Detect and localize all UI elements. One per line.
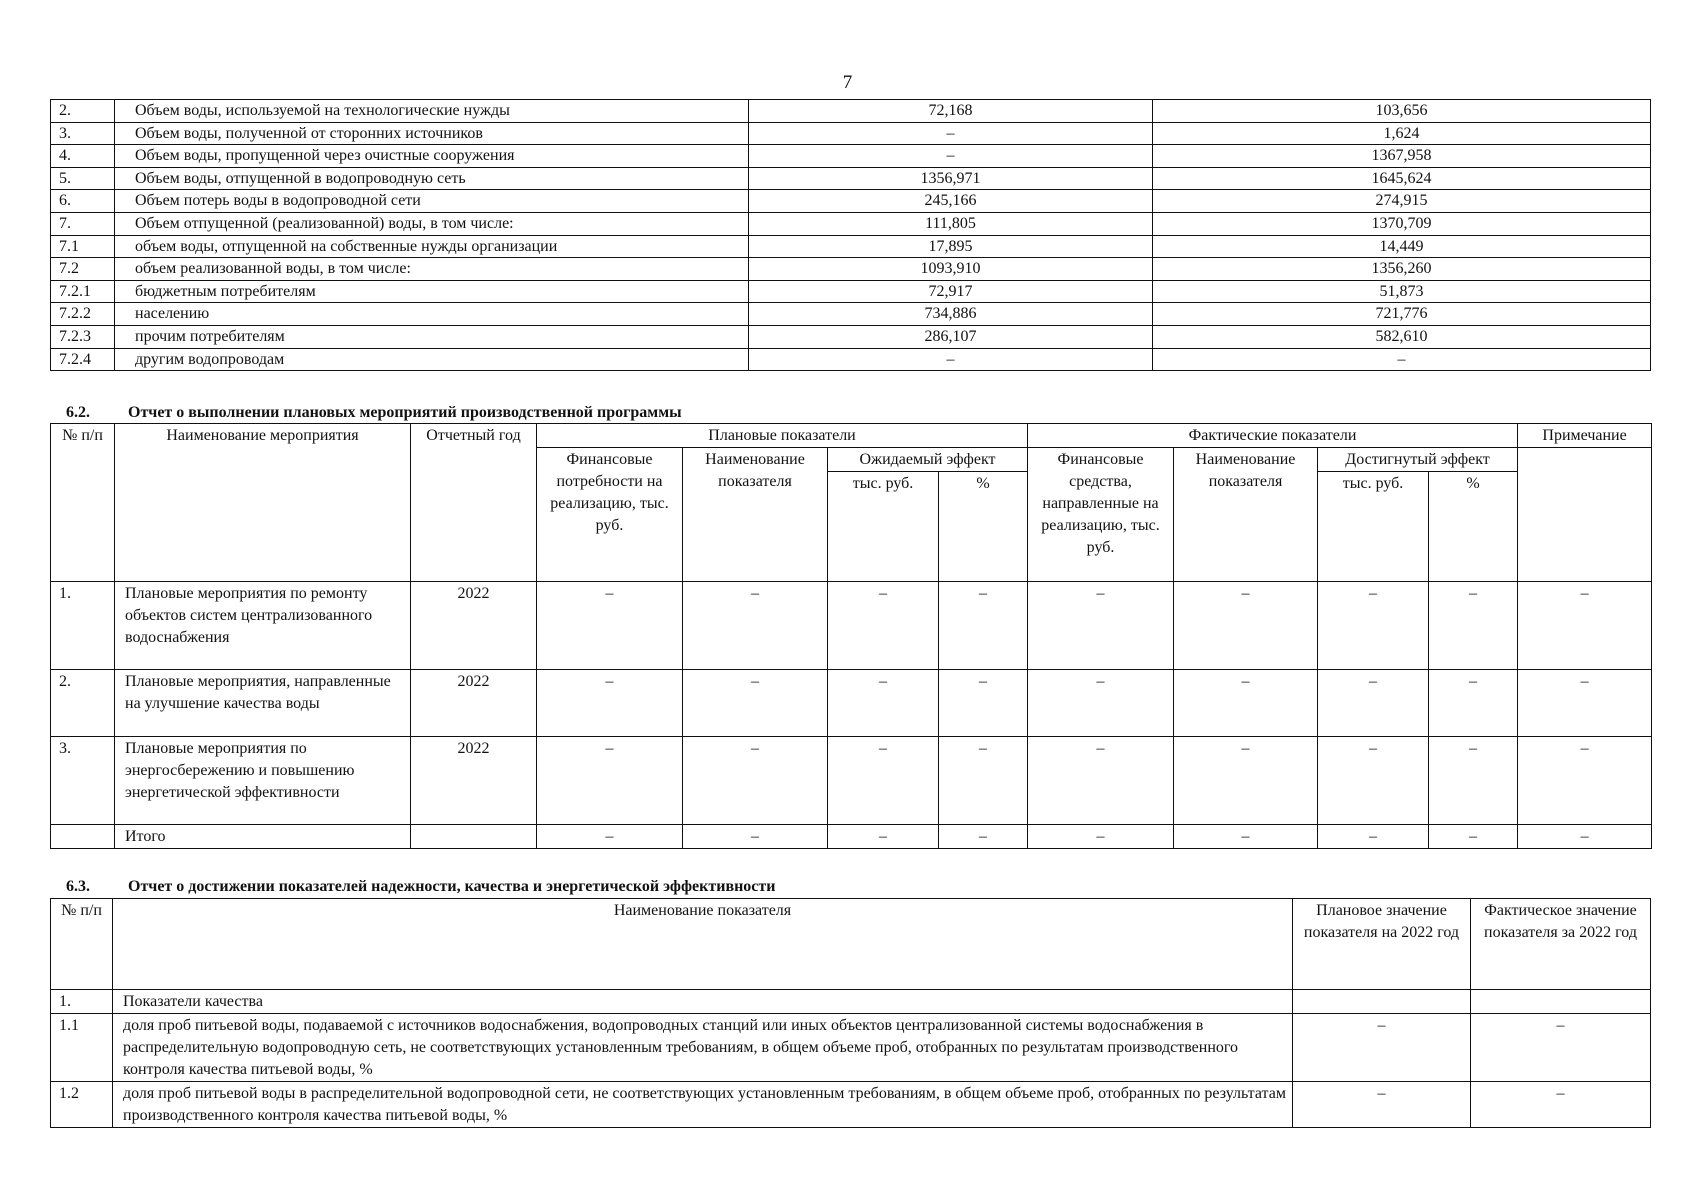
dash-cell: – [1028, 825, 1174, 849]
dash-cell: – [1318, 737, 1429, 825]
value-2: 1367,958 [1153, 145, 1651, 168]
dash-cell: – [683, 737, 828, 825]
table-row [51, 303, 1651, 326]
value-2: 51,873 [1153, 280, 1651, 303]
row-name: прочим потребителям [115, 325, 749, 348]
dash-cell: – [537, 582, 683, 670]
table-row [51, 325, 1651, 348]
dash-cell: – [1429, 670, 1518, 737]
row-name: Объем воды, полученной от сторонних источников [115, 122, 749, 145]
value-1: – [749, 348, 1153, 371]
dash-cell: – [537, 825, 683, 849]
row-name: населению [115, 303, 749, 326]
plan-value [1293, 990, 1471, 1014]
header-actual-indicator: Наименование показателя [1174, 448, 1318, 582]
row-number: 1. [51, 990, 113, 1014]
report-year: 2022 [411, 737, 537, 825]
header-plan-indicator: Наименование показателя [683, 448, 828, 582]
row-name: Объем воды, отпущенной в водопроводную сеть [115, 167, 749, 190]
fact-value [1471, 990, 1651, 1014]
dash-cell: – [828, 582, 939, 670]
table-row [51, 670, 1652, 737]
dash-cell: – [1174, 825, 1318, 849]
measure-name: Плановые мероприятия по ремонту объектов систем централизованного водоснабжения [115, 582, 411, 670]
row-name: Объем потерь воды в водопроводной сети [115, 190, 749, 213]
header-plan-thous: тыс. руб. [828, 472, 939, 582]
dash-cell: – [1429, 582, 1518, 670]
value-2: 103,656 [1153, 100, 1651, 123]
dash-cell: – [1518, 825, 1652, 849]
header-year: Отчетный год [411, 424, 537, 582]
value-1: 734,886 [749, 303, 1153, 326]
row-number: 7. [51, 212, 115, 235]
table-row [51, 145, 1651, 168]
measure-name: Плановые мероприятия по энергосбережению и повышению энергетической эффективности [115, 737, 411, 825]
table-row [51, 122, 1651, 145]
value-2: 1645,624 [1153, 167, 1651, 190]
section-number: 6.3. [66, 878, 90, 895]
fact-value: – [1471, 1014, 1651, 1082]
row-name: объем реализованной воды, в том числе: [115, 258, 749, 281]
indicator-name: доля проб питьевой воды в распределительной водопроводной сети, не соответствующих установленным требованиям, в общем объеме проб, отобранных по результатам производственного контроля качества питьевой воды, % [113, 1082, 1293, 1128]
value-1: – [749, 145, 1153, 168]
table-row [51, 212, 1651, 235]
dash-cell: – [939, 582, 1028, 670]
header-actual-financial: Финансовые средства, направленные на реализацию, тыс. руб. [1028, 448, 1174, 582]
value-2: – [1153, 348, 1651, 371]
indicator-name: Показатели качества [113, 990, 1293, 1014]
header-num: № п/п [51, 899, 113, 990]
dash-cell: – [1429, 825, 1518, 849]
dash-cell: – [939, 670, 1028, 737]
section-title-6-3 [66, 878, 775, 896]
value-1: 245,166 [749, 190, 1153, 213]
value-1: 1356,971 [749, 167, 1153, 190]
section-number: 6.2. [66, 404, 90, 421]
table-row [51, 190, 1651, 213]
dash-cell: – [1028, 670, 1174, 737]
dash-cell: – [683, 582, 828, 670]
dash-cell: – [683, 825, 828, 849]
dash-cell: – [1318, 825, 1429, 849]
dash-cell: – [1028, 582, 1174, 670]
row-number: 1.1 [51, 1014, 113, 1082]
value-2: 274,915 [1153, 190, 1651, 213]
row-number: 1.2 [51, 1082, 113, 1128]
row-number: 3. [51, 122, 115, 145]
table-row [51, 990, 1651, 1014]
table-row [51, 1082, 1651, 1128]
indicator-name: доля проб питьевой воды, подаваемой с источников водоснабжения, водопроводных станций или иных объектов централизованной системы водоснабжения в распределительную водопроводную сеть, не соответствующих установленным требованиям, в общем объеме проб, отобранных по результатам производственного контроля качества питьевой воды, % [113, 1014, 1293, 1082]
row-number: 7.2.1 [51, 280, 115, 303]
fact-value: – [1471, 1082, 1651, 1128]
section-title-text: Отчет о достижении показателей надежности, качества и энергетической эффективности [128, 878, 776, 895]
planned-measures-table [50, 423, 1652, 849]
measure-name: Плановые мероприятия, направленные на улучшение качества воды [115, 670, 411, 737]
header-plan-effect: Ожидаемый эффект [828, 448, 1028, 472]
row-number: 2. [51, 100, 115, 123]
dash-cell: – [1318, 582, 1429, 670]
value-1: 72,168 [749, 100, 1153, 123]
row-number: 7.1 [51, 235, 115, 258]
row-number: 4. [51, 145, 115, 168]
row-number: 5. [51, 167, 115, 190]
table-row [51, 100, 1651, 123]
dash-cell: – [828, 737, 939, 825]
table-row [51, 235, 1651, 258]
measure-name: Итого [115, 825, 411, 849]
row-number: 7.2 [51, 258, 115, 281]
table-row [51, 280, 1651, 303]
table-row [51, 737, 1652, 825]
row-name: Объем воды, используемой на технологические нужды [115, 100, 749, 123]
value-1: 72,917 [749, 280, 1153, 303]
dash-cell: – [939, 737, 1028, 825]
value-2: 14,449 [1153, 235, 1651, 258]
table-row [51, 1014, 1651, 1082]
table-row [51, 825, 1652, 849]
dash-cell: – [683, 670, 828, 737]
row-name: бюджетным потребителям [115, 280, 749, 303]
dash-cell: – [828, 670, 939, 737]
dash-cell: – [1518, 737, 1652, 825]
table-row [51, 258, 1651, 281]
dash-cell: – [1028, 737, 1174, 825]
row-name: Объем воды, пропущенной через очистные сооружения [115, 145, 749, 168]
value-1: – [749, 122, 1153, 145]
header-actual: Фактические показатели [1028, 424, 1518, 448]
dash-cell: – [828, 825, 939, 849]
value-1: 111,805 [749, 212, 1153, 235]
row-number: 6. [51, 190, 115, 213]
value-2: 1370,709 [1153, 212, 1651, 235]
report-year [411, 825, 537, 849]
header-actual-effect: Достигнутый эффект [1318, 448, 1518, 472]
value-2: 1,624 [1153, 122, 1651, 145]
row-name: Объем отпущенной (реализованной) воды, в том числе: [115, 212, 749, 235]
row-name: объем воды, отпущенной на собственные нужды организации [115, 235, 749, 258]
value-1: 1093,910 [749, 258, 1153, 281]
plan-value: – [1293, 1082, 1471, 1128]
dash-cell: – [939, 825, 1028, 849]
header-plan-pct: % [939, 472, 1028, 582]
header-num: № п/п [51, 424, 115, 582]
header-note: Примечание [1518, 424, 1652, 448]
dash-cell: – [1429, 737, 1518, 825]
row-number: 7.2.4 [51, 348, 115, 371]
header-planned: Плановые показатели [537, 424, 1028, 448]
section-title-text: Отчет о выполнении плановых мероприятий производственной программы [128, 404, 682, 421]
value-1: 17,895 [749, 235, 1153, 258]
dash-cell: – [537, 737, 683, 825]
report-year: 2022 [411, 582, 537, 670]
header-fact-value: Фактическое значение показателя за 2022 год [1471, 899, 1651, 990]
dash-cell: – [537, 670, 683, 737]
table-row [51, 167, 1651, 190]
value-1: 286,107 [749, 325, 1153, 348]
header-actual-thous: тыс. руб. [1318, 472, 1429, 582]
row-number: 3. [51, 737, 115, 825]
header-actual-pct: % [1429, 472, 1518, 582]
row-name: другим водопроводам [115, 348, 749, 371]
table-row [51, 582, 1652, 670]
row-number [51, 825, 115, 849]
reliability-indicators-table [50, 898, 1651, 1128]
value-2: 582,610 [1153, 325, 1651, 348]
section-title-6-2 [66, 404, 682, 422]
row-number: 7.2.3 [51, 325, 115, 348]
row-number: 7.2.2 [51, 303, 115, 326]
header-note-blank [1518, 448, 1652, 582]
header-indicator-name: Наименование показателя [113, 899, 1293, 990]
dash-cell: – [1518, 582, 1652, 670]
plan-value: – [1293, 1014, 1471, 1082]
row-number: 2. [51, 670, 115, 737]
header-plan-financial: Финансовые потребности на реализацию, тыс. руб. [537, 448, 683, 582]
dash-cell: – [1174, 737, 1318, 825]
table-row [51, 348, 1651, 371]
page-number: 7 [842, 72, 853, 93]
row-number: 1. [51, 582, 115, 670]
water-volume-table [50, 99, 1651, 371]
dash-cell: – [1518, 670, 1652, 737]
header-measure-name: Наименование мероприятия [115, 424, 411, 582]
dash-cell: – [1174, 582, 1318, 670]
header-plan-value: Плановое значение показателя на 2022 год [1293, 899, 1471, 990]
value-2: 721,776 [1153, 303, 1651, 326]
value-2: 1356,260 [1153, 258, 1651, 281]
report-year: 2022 [411, 670, 537, 737]
dash-cell: – [1174, 670, 1318, 737]
dash-cell: – [1318, 670, 1429, 737]
